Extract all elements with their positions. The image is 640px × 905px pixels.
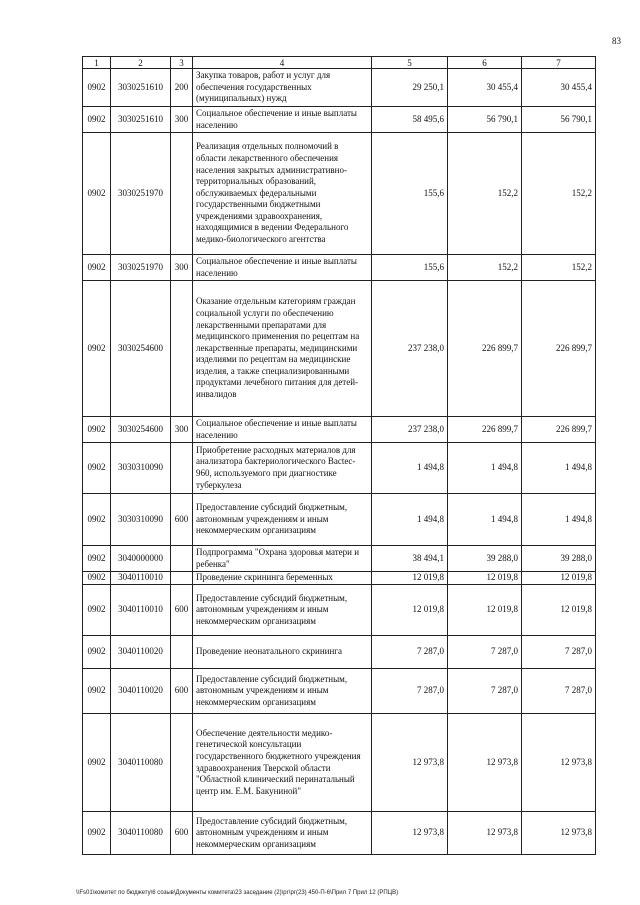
budget-table [82,56,596,855]
target-code-cell: 3030251970 [111,255,171,281]
section-cell: 0902 [83,572,111,585]
expense-type-cell [171,443,193,494]
amount-cell-2: 226 899,7 [448,417,522,443]
table-row [83,281,596,417]
name-cell: Предоставление субсидий бюджетным, автономным учреждениям и иным некоммерческим организациям [193,669,372,714]
table-row [83,636,596,669]
column-header: 3 [171,57,193,69]
table-row [83,107,596,133]
expense-type-cell: 600 [171,812,193,855]
amount-cell-1: 237 238,0 [372,281,448,417]
amount-cell-3: 1 494,8 [522,443,596,494]
amount-cell-1: 237 238,0 [372,417,448,443]
footer-file-path: \\Fs01\комитет по бюджету\6 созыв\Документы комитета\23 заседание (2)\рг\рг(23) 450-П-6\Прил 7 Прил 12 (РПЦВ) [76,890,399,896]
amount-cell-1: 12 973,8 [372,714,448,812]
name-cell: Социальное обеспечение и иные выплаты населению [193,417,372,443]
name-cell: Предоставление субсидий бюджетным, автономным учреждениям и иным некоммерческим организациям [193,494,372,546]
amount-cell-3: 12 019,8 [522,585,596,636]
target-code-cell: 3040000000 [111,546,171,572]
amount-cell-1: 7 287,0 [372,669,448,714]
amount-cell-1: 12 019,8 [372,572,448,585]
target-code-cell: 3030251970 [111,133,171,255]
amount-cell-3: 226 899,7 [522,417,596,443]
amount-cell-1: 7 287,0 [372,636,448,669]
amount-cell-1: 1 494,8 [372,443,448,494]
amount-cell-3: 226 899,7 [522,281,596,417]
table-row [83,585,596,636]
amount-cell-3: 12 973,8 [522,714,596,812]
name-cell: Предоставление субсидий бюджетным, автономным учреждениям и иным некоммерческим организациям [193,585,372,636]
table-row [83,69,596,107]
amount-cell-2: 7 287,0 [448,669,522,714]
name-cell: Реализация отдельных полномочий в области лекарственного обеспечения населения закрытых административно-территориальных образований, обслуживаемых федеральными государственными бюджетными учреждениями здравоохранения, находящимися в ведении Федерального медико-биологического агентства [193,133,372,255]
section-cell: 0902 [83,255,111,281]
table-row [83,812,596,855]
amount-cell-2: 39 288,0 [448,546,522,572]
amount-cell-2: 30 455,4 [448,69,522,107]
expense-type-cell [171,714,193,812]
expense-type-cell: 300 [171,107,193,133]
expense-type-cell [171,636,193,669]
amount-cell-3: 152,2 [522,255,596,281]
expense-type-cell [171,572,193,585]
amount-cell-1: 12 973,8 [372,812,448,855]
section-cell: 0902 [83,812,111,855]
name-cell: Закупка товаров, работ и услуг для обеспечения государственных (муниципальных) нужд [193,69,372,107]
expense-type-cell [171,546,193,572]
amount-cell-3: 152,2 [522,133,596,255]
amount-cell-2: 152,2 [448,133,522,255]
column-header: 4 [193,57,372,69]
amount-cell-1: 155,6 [372,255,448,281]
expense-type-cell [171,281,193,417]
target-code-cell: 3040110020 [111,636,171,669]
column-header: 7 [522,57,596,69]
amount-cell-3: 12 973,8 [522,812,596,855]
section-cell: 0902 [83,133,111,255]
name-cell: Оказание отдельным категориям граждан социальной услуги по обеспечению лекарственными препаратами для медицинского применения по рецептам на лекарственные препараты, медицинскими изделиями по рецептам на медицинские изделия, а также специализированными продуктами лечебного питания для детей-инвалидов [193,281,372,417]
amount-cell-1: 1 494,8 [372,494,448,546]
amount-cell-1: 12 019,8 [372,585,448,636]
table-row [83,133,596,255]
table-row [83,417,596,443]
amount-cell-3: 7 287,0 [522,669,596,714]
section-cell: 0902 [83,585,111,636]
section-cell: 0902 [83,636,111,669]
table-row [83,546,596,572]
amount-cell-3: 1 494,8 [522,494,596,546]
amount-cell-2: 12 973,8 [448,714,522,812]
target-code-cell: 3040110020 [111,669,171,714]
amount-cell-1: 29 250,1 [372,69,448,107]
table-row [83,714,596,812]
table-row [83,255,596,281]
expense-type-cell: 600 [171,494,193,546]
name-cell: Социальное обеспечение и иные выплаты населению [193,107,372,133]
name-cell: Предоставление субсидий бюджетным, автономным учреждениям и иным некоммерческим организациям [193,812,372,855]
section-cell: 0902 [83,494,111,546]
target-code-cell: 3030251610 [111,107,171,133]
amount-cell-2: 56 790,1 [448,107,522,133]
amount-cell-1: 38 494,1 [372,546,448,572]
column-header: 5 [372,57,448,69]
target-code-cell: 3040110010 [111,572,171,585]
amount-cell-1: 155,6 [372,133,448,255]
section-cell: 0902 [83,107,111,133]
table-row [83,494,596,546]
section-cell: 0902 [83,669,111,714]
target-code-cell: 3030251610 [111,69,171,107]
section-cell: 0902 [83,714,111,812]
amount-cell-3: 7 287,0 [522,636,596,669]
amount-cell-3: 12 019,8 [522,572,596,585]
amount-cell-2: 12 019,8 [448,585,522,636]
amount-cell-3: 56 790,1 [522,107,596,133]
target-code-cell: 3030310090 [111,494,171,546]
amount-cell-3: 30 455,4 [522,69,596,107]
name-cell: Проведение неонатального скрининга [193,636,372,669]
section-cell: 0902 [83,69,111,107]
table-row [83,572,596,585]
table-row [83,443,596,494]
amount-cell-2: 7 287,0 [448,636,522,669]
target-code-cell: 3040110080 [111,714,171,812]
name-cell: Социальное обеспечение и иные выплаты населению [193,255,372,281]
amount-cell-2: 12 019,8 [448,572,522,585]
section-cell: 0902 [83,281,111,417]
amount-cell-2: 1 494,8 [448,494,522,546]
name-cell: Проведение скрининга беременных [193,572,372,585]
expense-type-cell [171,133,193,255]
name-cell: Приобретение расходных материалов для анализатора бактериологического Bactec-960, используемого при диагностике туберкулеза [193,443,372,494]
target-code-cell: 3040110080 [111,812,171,855]
table-row [83,669,596,714]
target-code-cell: 3030254600 [111,281,171,417]
expense-type-cell: 600 [171,669,193,714]
amount-cell-2: 152,2 [448,255,522,281]
amount-cell-3: 39 288,0 [522,546,596,572]
expense-type-cell: 300 [171,417,193,443]
column-header: 2 [111,57,171,69]
target-code-cell: 3030310090 [111,443,171,494]
expense-type-cell: 200 [171,69,193,107]
target-code-cell: 3040110010 [111,585,171,636]
name-cell: Подпрограмма "Охрана здоровья матери и ребенка" [193,546,372,572]
page-number: 83 [612,36,621,46]
column-header: 6 [448,57,522,69]
section-cell: 0902 [83,546,111,572]
column-header: 1 [83,57,111,69]
target-code-cell: 3030254600 [111,417,171,443]
expense-type-cell: 600 [171,585,193,636]
amount-cell-2: 1 494,8 [448,443,522,494]
section-cell: 0902 [83,443,111,494]
name-cell: Обеспечение деятельности медико-генетической консультации государственного бюджетного учреждения здравоохранения Тверской области "Областной клинический перинатальный центр им. Е.М. Бакуниной" [193,714,372,812]
header-row [83,57,596,69]
expense-type-cell: 300 [171,255,193,281]
amount-cell-1: 58 495,6 [372,107,448,133]
amount-cell-2: 226 899,7 [448,281,522,417]
section-cell: 0902 [83,417,111,443]
amount-cell-2: 12 973,8 [448,812,522,855]
